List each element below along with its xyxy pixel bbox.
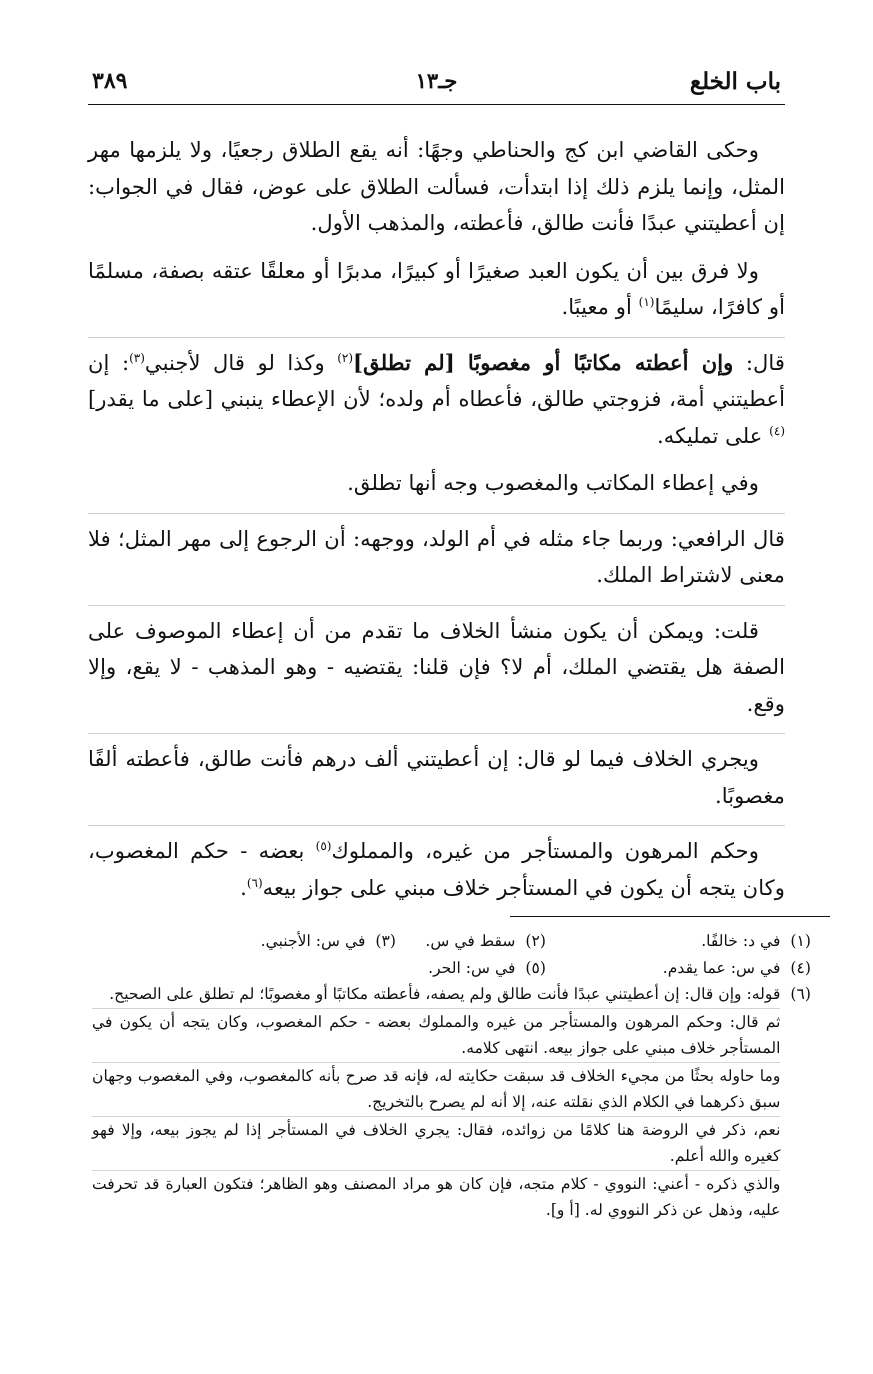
paragraph (88, 253, 785, 326)
footnote-paragraph: نعم، ذكر في الروضة هنا كلامًا من زوائده، فقال: يجري الخلاف في المستأجر إذا لم يجوز بيعه، وإلا فهو كغيره والله أعلم. (92, 1116, 780, 1170)
footnote-number: (٤) (790, 958, 811, 977)
footnote-row (92, 928, 811, 955)
footnote-number: (١) (790, 932, 811, 950)
footnote-paragraph: وما حاوله بحثًا من مجيء الخلاف قد سبقت حكايته له، فإنه قد صرح بأنه كالمغصوب، وفي المغصوب وجهان سبق ذكرهما في الكلام الذي نقلته عنه، إلا أنه لم يصرح بالتخريج. (92, 1062, 780, 1116)
footnote-marker: (٥) (315, 838, 332, 853)
footnote-paragraph: والذي ذكره - أعني: النووي - كلام متجه، فإن كان هو مراد المصنف وهو الظاهر؛ فتكون العبارة قد تحرفت عليه، وذهل عن ذكر النووي له. [أ و]. (92, 1170, 780, 1224)
paragraph-text: ولا فرق بين أن يكون العبد صغيرًا أو كبيرًا، مدبرًا أو معلقًا عتقه بصفة، مسلمًا أو كافرًا، سليمًا (88, 257, 785, 319)
footnote-6 (92, 981, 811, 1224)
page-number: ٣٨٩ (92, 68, 128, 94)
paragraph (88, 825, 785, 906)
footnote-number: (٥) (525, 958, 546, 977)
paragraph: قلت: ويمكن أن يكون منشأ الخلاف ما تقدم من أن إعطاء الموصوف على الصفة هل يقتضي الملك، أم لا؟ فإن قلنا: يقتضيه - وهو المذهب - لا يقع، وإلا وقع. (88, 605, 785, 723)
footnote-paragraph: ثم قال: وحكم المرهون والمستأجر من غيره والمملوك بعضه - حكم المغصوب، وكان يتجه أن يكون في المستأجر خلاف مبني على جواز بيعه. انتهى كلامه. (92, 1008, 780, 1062)
footnote-marker: (٦) (246, 875, 263, 890)
paragraph-text: على تمليكه. (657, 422, 770, 448)
footnote-2 (396, 928, 546, 955)
paragraph (88, 337, 785, 455)
footnote-text: سقط في س. (425, 932, 516, 950)
footnote-text (92, 981, 780, 1224)
footnote-text: في س: الحر. (428, 958, 516, 977)
footnote-text: في د: خالفًا. (701, 932, 781, 950)
main-text (88, 132, 785, 917)
footnote-marker: (٣) (129, 350, 145, 365)
paragraph-text: وحكم المرهون والمستأجر من غيره، والمملوك (331, 838, 760, 863)
paragraph: قال الرافعي: وربما جاء مثله في أم الولد، ووجهه: أن الرجوع إلى مهر المثل؛ فلا معنى لاشتراط الملك. (88, 513, 785, 594)
footnote-text: في س: عما يقدم. (662, 958, 781, 977)
paragraph-text: بعضه - حكم المغصوب، وكان يتجه أن يكون في المستأجر خلاف مبني على جواز بيعه (88, 838, 785, 900)
footnotes (92, 928, 811, 1224)
paragraph-text: : إن أعطيتني أمة، فزوجتي طالق، فأعطاه أم ولده؛ لأن الإعطاء ينبني [على ما يقدر] (88, 349, 785, 411)
footnote-1 (546, 928, 811, 955)
paragraph-text: . (240, 874, 247, 900)
footnote-separator (510, 916, 830, 917)
chapter-title: باب الخلع (689, 68, 781, 95)
footnote-inline-group (261, 928, 811, 955)
footnote-marker: (٢) (337, 350, 354, 365)
footnote-3 (261, 928, 396, 955)
footnote-number: (٦) (790, 985, 811, 1003)
footnote-4 (546, 955, 811, 982)
footnote-marker: (١) (638, 294, 655, 309)
footnote-5 (396, 955, 546, 982)
paragraph: وفي إعطاء المكاتب والمغصوب وجه أنها تطلق. (347, 470, 759, 495)
volume-number: جـ١٣ (415, 68, 458, 93)
footnote-number: (٢) (525, 932, 546, 950)
footnote-number: (٣) (375, 932, 396, 950)
paragraph-text: وكذا لو قال لأجنبي (144, 349, 338, 375)
footnote-row (92, 955, 811, 982)
paragraph-text: أو معيبًا. (561, 294, 639, 319)
footnote-text: في س: الأجنبي. (260, 932, 366, 950)
footnote-marker: (٤) (769, 423, 785, 438)
footnote-inline-group (396, 955, 811, 982)
matn-text: وإن أعطته مكاتبًا أو مغصوبًا [لم تطلق] (353, 349, 734, 375)
page-header (88, 62, 785, 105)
paragraph: ويجري الخلاف فيما لو قال: إن أعطيتني ألف درهم فأنت طالق، فأعطته ألفًا مغصوبًا. (88, 733, 785, 814)
paragraph: وحكى القاضي ابن كج والحناطي وجهًا: أنه يقع الطلاق رجعيًا، ولا يلزمها مهر المثل، وإنما يلزم ذلك إذا ابتدأت، فسألت الطلاق على عوض، فقال في الجواب: إن أعطيتني عبدًا فأنت طالق، فأعطته، والمذهب الأول. (88, 137, 785, 235)
footnote-paragraph: قوله: وإن قال: إن أعطيتني عبدًا فأنت طالق ولم يصفه، فأعطته مكاتبًا أو مغصوبًا؛ لم تطلق على الصحيح. (109, 985, 781, 1003)
paragraph-text: قال: (733, 349, 785, 375)
